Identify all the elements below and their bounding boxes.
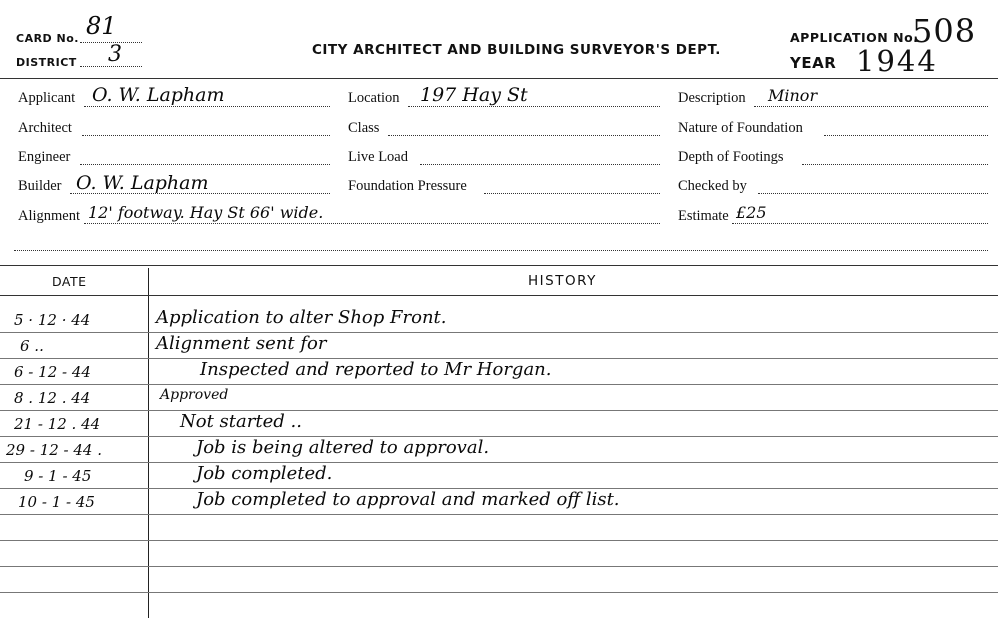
live-load-line	[420, 164, 660, 165]
engineer-label: Engineer	[18, 149, 71, 165]
district-value: 3	[108, 42, 122, 67]
history-date: 6 ..	[20, 337, 44, 355]
location-value: 197 Hay St	[420, 84, 528, 106]
engineer-line	[80, 164, 330, 165]
history-rule	[0, 462, 998, 463]
nature-of-foundation-label: Nature of Foundation	[678, 120, 803, 136]
history-entry: Approved	[160, 387, 229, 403]
history-rule	[0, 566, 998, 567]
history-rule	[0, 514, 998, 515]
history-date: 10 - 1 - 45	[18, 493, 95, 511]
depth-of-footings-line	[802, 164, 988, 165]
extra-line	[14, 250, 988, 251]
applicant-line	[84, 106, 330, 107]
history-entry: Job is being altered to approval.	[196, 437, 490, 458]
foundation-pressure-label: Foundation Pressure	[348, 178, 467, 194]
history-date: 29 - 12 - 44 .	[6, 441, 103, 459]
alignment-label: Alignment	[18, 208, 81, 224]
history-entry: Job completed.	[196, 463, 333, 484]
year-label: YEAR	[790, 54, 837, 72]
history-date: 9 - 1 - 45	[24, 467, 92, 485]
card-number-label: CARD No.	[16, 32, 79, 45]
estimate-label: Estimate	[678, 208, 729, 224]
table-header-rule	[0, 295, 998, 296]
applicant-value: O. W. Lapham	[92, 84, 225, 106]
district-label: DISTRICT	[16, 56, 77, 69]
year-value: 1944	[856, 44, 938, 78]
history-rule	[0, 592, 998, 593]
history-date: 5 · 12 · 44	[14, 311, 91, 329]
foundation-pressure-line	[484, 193, 660, 194]
checked-by-line	[758, 193, 988, 194]
architect-line	[82, 135, 330, 136]
history-rule	[0, 384, 998, 385]
class-line	[388, 135, 660, 136]
date-header: DATE	[52, 274, 87, 289]
live-load-label: Live Load	[348, 149, 408, 165]
checked-by-label: Checked by	[678, 178, 747, 194]
header-divider	[0, 78, 998, 79]
alignment-line	[84, 223, 660, 224]
architect-label: Architect	[18, 120, 72, 136]
builder-value: O. W. Lapham	[76, 172, 209, 194]
history-entry: Application to alter Shop Front.	[156, 307, 447, 328]
alignment-value: 12' footway. Hay St 66' wide.	[88, 203, 324, 222]
history-date: 6 - 12 - 44	[14, 363, 91, 381]
builder-line	[70, 193, 330, 194]
history-date: 21 - 12 . 44	[14, 415, 101, 433]
class-label: Class	[348, 120, 380, 136]
card-number-value: 81	[86, 12, 117, 40]
builder-label: Builder	[18, 178, 62, 194]
location-label: Location	[348, 90, 400, 106]
description-value: Minor	[768, 86, 818, 105]
estimate-value: £25	[736, 203, 767, 222]
history-header: HISTORY	[528, 273, 597, 289]
applicant-label: Applicant	[18, 90, 76, 106]
history-entry: Job completed to approval and marked off list.	[196, 489, 620, 510]
history-entry: Not started ..	[180, 411, 302, 432]
estimate-line	[732, 223, 988, 224]
history-rule	[0, 410, 998, 411]
location-line	[408, 106, 660, 107]
description-label: Description	[678, 90, 746, 106]
history-entry: Inspected and reported to Mr Horgan.	[200, 359, 552, 380]
application-number-label: APPLICATION No.	[790, 30, 919, 45]
district-line	[80, 66, 142, 67]
table-top-rule	[0, 265, 998, 266]
history-entry: Alignment sent for	[156, 333, 327, 354]
application-number-value: 508	[912, 12, 977, 50]
history-rule	[0, 332, 998, 333]
nature-of-foundation-line	[824, 135, 988, 136]
history-date: 8 . 12 . 44	[14, 389, 91, 407]
depth-of-footings-label: Depth of Footings	[678, 149, 784, 165]
department-title: CITY ARCHITECT AND BUILDING SURVEYOR'S DEPT.	[312, 42, 721, 58]
history-rule	[0, 540, 998, 541]
history-rule	[0, 436, 998, 437]
description-line	[754, 106, 988, 107]
